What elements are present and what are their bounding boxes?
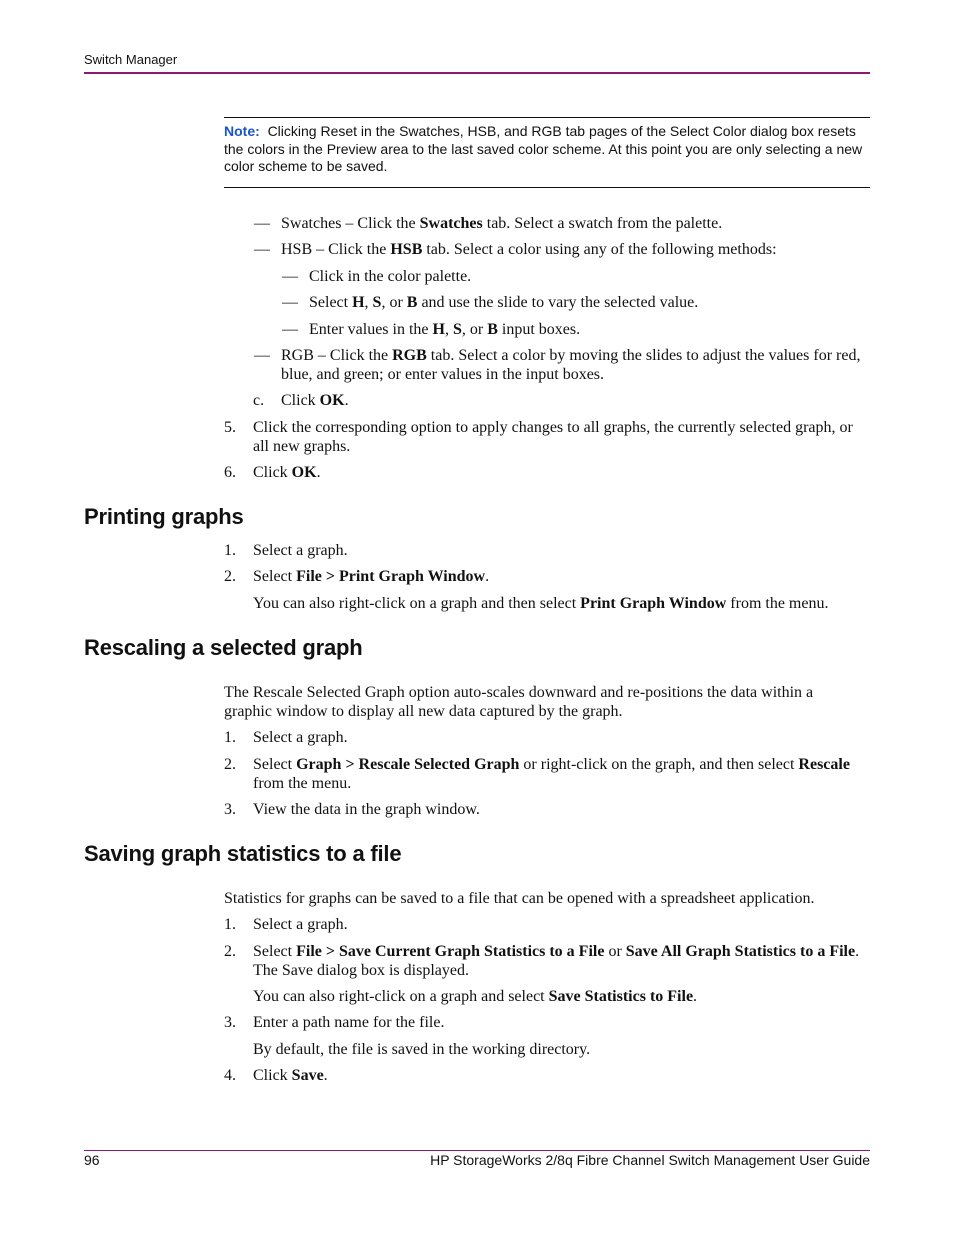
step-number: 1. [224, 729, 236, 746]
note-label: Note: [224, 123, 260, 139]
list-item-hsb-slide [309, 293, 869, 312]
text: HSB – Click the [281, 241, 391, 258]
list-item-swatches [281, 214, 871, 233]
bold-term: File > Save Current Graph Statistics to a File [296, 943, 605, 960]
bold-term: B [487, 321, 498, 338]
bold-term: Rescale [798, 756, 850, 773]
bold-term: S [452, 321, 462, 338]
bold-term: B [406, 294, 418, 311]
step-number: 6. [224, 464, 236, 481]
saving-step-3: Enter a path name for the file. [253, 1014, 445, 1031]
bold-term: Swatches [419, 215, 483, 232]
bold-term: H [352, 294, 365, 311]
saving-step-2 [253, 942, 869, 980]
note-top-rule [224, 117, 870, 118]
rescaling-step-1: Select a graph. [253, 729, 348, 746]
text: . [344, 392, 349, 409]
printing-step-2 [253, 567, 489, 586]
bold-term: Save [291, 1067, 324, 1084]
text: or [604, 943, 626, 960]
dash-bullet: — [254, 215, 270, 232]
list-item-hsb-input [309, 320, 869, 339]
step-number: c. [253, 392, 265, 409]
bold-term: HSB [390, 241, 423, 258]
step-number: 1. [224, 542, 236, 559]
heading-saving: Saving graph statistics to a file [84, 841, 402, 866]
bold-term: S [372, 294, 382, 311]
bold-term: Print Graph Window [580, 595, 727, 612]
saving-intro: Statistics for graphs can be saved to a file that can be opened with a spreadsheet application. [224, 890, 815, 907]
note-bottom-rule [224, 187, 870, 188]
heading-rescaling: Rescaling a selected graph [84, 635, 363, 660]
text: . [693, 988, 698, 1005]
saving-step-3-note: By default, the file is saved in the working directory. [253, 1041, 591, 1058]
text: You can also right-click on a graph and select [253, 988, 549, 1005]
text: . [323, 1067, 328, 1084]
printing-step-2-note [253, 594, 873, 613]
saving-step-2-note [253, 987, 869, 1006]
step-6 [253, 463, 321, 482]
rescaling-intro: The Rescale Selected Graph option auto-scales downward and re-positions the data within a graphic window to display all new data captured by the graph. [224, 684, 814, 720]
dash-bullet: — [254, 241, 270, 258]
heading-printing-graphs: Printing graphs [84, 504, 244, 529]
text: Select [253, 943, 297, 960]
bold-term: RGB [392, 347, 427, 364]
text: Swatches – Click the [281, 215, 420, 232]
dash-bullet: — [254, 347, 270, 364]
text: RGB – Click the [281, 347, 393, 364]
text: . [485, 568, 490, 585]
text: from the menu. [253, 775, 352, 792]
step-number: 1. [224, 916, 236, 933]
step-number: 4. [224, 1067, 236, 1084]
bold-term: Graph > Rescale Selected Graph [296, 756, 520, 773]
footer-rule [84, 1150, 870, 1151]
text: Click [253, 1067, 292, 1084]
bold-term: OK [291, 464, 317, 481]
printing-step-1: Select a graph. [253, 542, 348, 559]
list-item-hsb-palette: Click in the color palette. [309, 268, 472, 285]
list-item-rgb [281, 346, 871, 384]
bold-term: OK [319, 392, 345, 409]
text: Select [253, 756, 297, 773]
step-number: 2. [224, 568, 236, 585]
text: from the menu. [726, 595, 829, 612]
note-text-1: Clicking [267, 123, 321, 139]
list-item-hsb [281, 240, 871, 259]
rescaling-step-2 [253, 755, 853, 793]
step-number: 2. [224, 756, 236, 773]
text: tab. Select a color using any of the following methods: [422, 241, 777, 258]
header-rule [84, 72, 870, 74]
text: tab. Select a color by moving the slides to adjust the values for red, blue, and green; or enter values in the input boxes. [281, 347, 861, 383]
text: or right-click on the graph, and then select [519, 756, 799, 773]
step-number: 3. [224, 1014, 236, 1031]
text: . The Save dialog box is displayed. [253, 943, 860, 979]
text: Select [253, 568, 297, 585]
step-number: 3. [224, 801, 236, 818]
step-c [281, 391, 349, 410]
text: input boxes. [497, 321, 581, 338]
dash-bullet: — [282, 321, 298, 338]
text: Click [253, 464, 292, 481]
note-text-2: in the Swatches, HSB, and RGB tab pages of the Select Color dialog box resets the colors in the Preview area to the last saved color scheme. At this point you are only selecting a new color scheme to be saved. [224, 123, 863, 174]
saving-step-1: Select a graph. [253, 916, 348, 933]
saving-step-4 [253, 1066, 328, 1085]
text: Select [309, 294, 353, 311]
rescaling-step-3: View the data in the graph window. [253, 801, 480, 818]
bold-term: Save Statistics to File [548, 988, 694, 1005]
note-reset-term: Reset [320, 123, 358, 139]
text: Click [281, 392, 320, 409]
text: and use the slide to vary the selected value. [417, 294, 699, 311]
note-block [224, 123, 864, 176]
dash-bullet: — [282, 268, 298, 285]
bold-term: File > Print Graph Window [296, 568, 486, 585]
footer-document-title: HP StorageWorks 2/8q Fibre Channel Switch Management User Guide [430, 1152, 870, 1168]
text: tab. Select a swatch from the palette. [482, 215, 723, 232]
step-number: 5. [224, 419, 236, 436]
text: , [444, 321, 453, 338]
page-number: 96 [84, 1152, 100, 1168]
text: , or [381, 294, 407, 311]
running-header: Switch Manager [84, 52, 178, 67]
step-number: 2. [224, 943, 236, 960]
step-5: Click the corresponding option to apply changes to all graphs, the currently selected graph, or all new graphs. [253, 419, 853, 455]
text: You can also right-click on a graph and then select [253, 595, 581, 612]
dash-bullet: — [282, 294, 298, 311]
text: , or [461, 321, 488, 338]
text: . [316, 464, 321, 481]
text: , [364, 294, 373, 311]
text: Enter values in the [309, 321, 433, 338]
bold-term: Save All Graph Statistics to a File [625, 943, 856, 960]
bold-term: H [432, 321, 445, 338]
